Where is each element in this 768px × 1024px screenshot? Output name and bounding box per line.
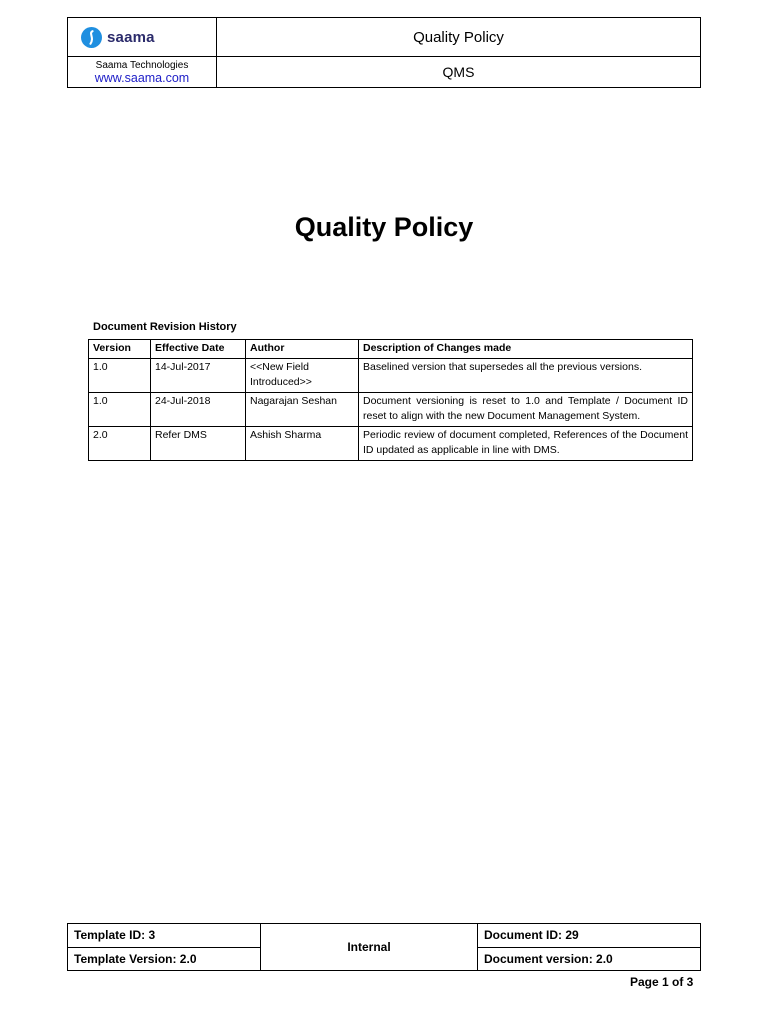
revision-history-table <box>88 339 693 461</box>
company-name: Saama Technologies <box>95 60 189 71</box>
table-row <box>89 359 693 393</box>
page-header <box>67 17 701 88</box>
footer-template-column <box>68 924 261 970</box>
cell-date: Refer DMS <box>151 427 246 461</box>
table-row <box>89 393 693 427</box>
header-doc-name: Quality Policy <box>217 18 700 57</box>
table-row <box>89 427 693 461</box>
footer-document-column <box>478 924 700 970</box>
template-version: Template Version: 2.0 <box>74 951 197 966</box>
cell-version: 2.0 <box>89 427 151 461</box>
revision-history-caption: Document Revision History <box>93 321 237 333</box>
column-header: Version <box>89 340 151 359</box>
document-title: Quality Policy <box>294 212 474 242</box>
header-title-column <box>217 18 700 87</box>
saama-logo-icon <box>81 27 102 48</box>
column-header: Description of Changes made <box>359 340 693 359</box>
header-brand-column <box>68 18 217 87</box>
page-footer <box>67 923 701 971</box>
cell-description: Baselined version that supersedes all the previous versions. <box>359 359 693 393</box>
cell-author: <<New Field Introduced>> <box>246 359 359 393</box>
table-header-row <box>89 340 693 359</box>
page-number: Page 1 of 3 <box>630 975 694 989</box>
cell-version: 1.0 <box>89 359 151 393</box>
document-id: Document ID: 29 <box>478 924 700 948</box>
cell-description: Document versioning is reset to 1.0 and Template / Document ID reset to align with the new Document Management System. <box>359 393 693 427</box>
cell-author: Nagarajan Seshan <box>246 393 359 427</box>
template-id: Template ID: 3 <box>68 924 260 948</box>
cell-description: Periodic review of document completed, References of the Document ID updated as applicable in line with DMS. <box>359 427 693 461</box>
cell-author: Ashish Sharma <box>246 427 359 461</box>
classification-label: Internal <box>261 924 478 970</box>
company-info <box>68 57 216 87</box>
cell-version: 1.0 <box>89 393 151 427</box>
document-version: Document version: 2.0 <box>484 951 613 966</box>
company-website-link[interactable]: www.saama.com <box>94 71 190 85</box>
cell-date: 14-Jul-2017 <box>151 359 246 393</box>
column-header: Effective Date <box>151 340 246 359</box>
header-system: QMS <box>442 64 475 80</box>
company-logo <box>68 18 216 57</box>
cell-date: 24-Jul-2018 <box>151 393 246 427</box>
column-header: Author <box>246 340 359 359</box>
logo-text: saama <box>107 28 155 46</box>
